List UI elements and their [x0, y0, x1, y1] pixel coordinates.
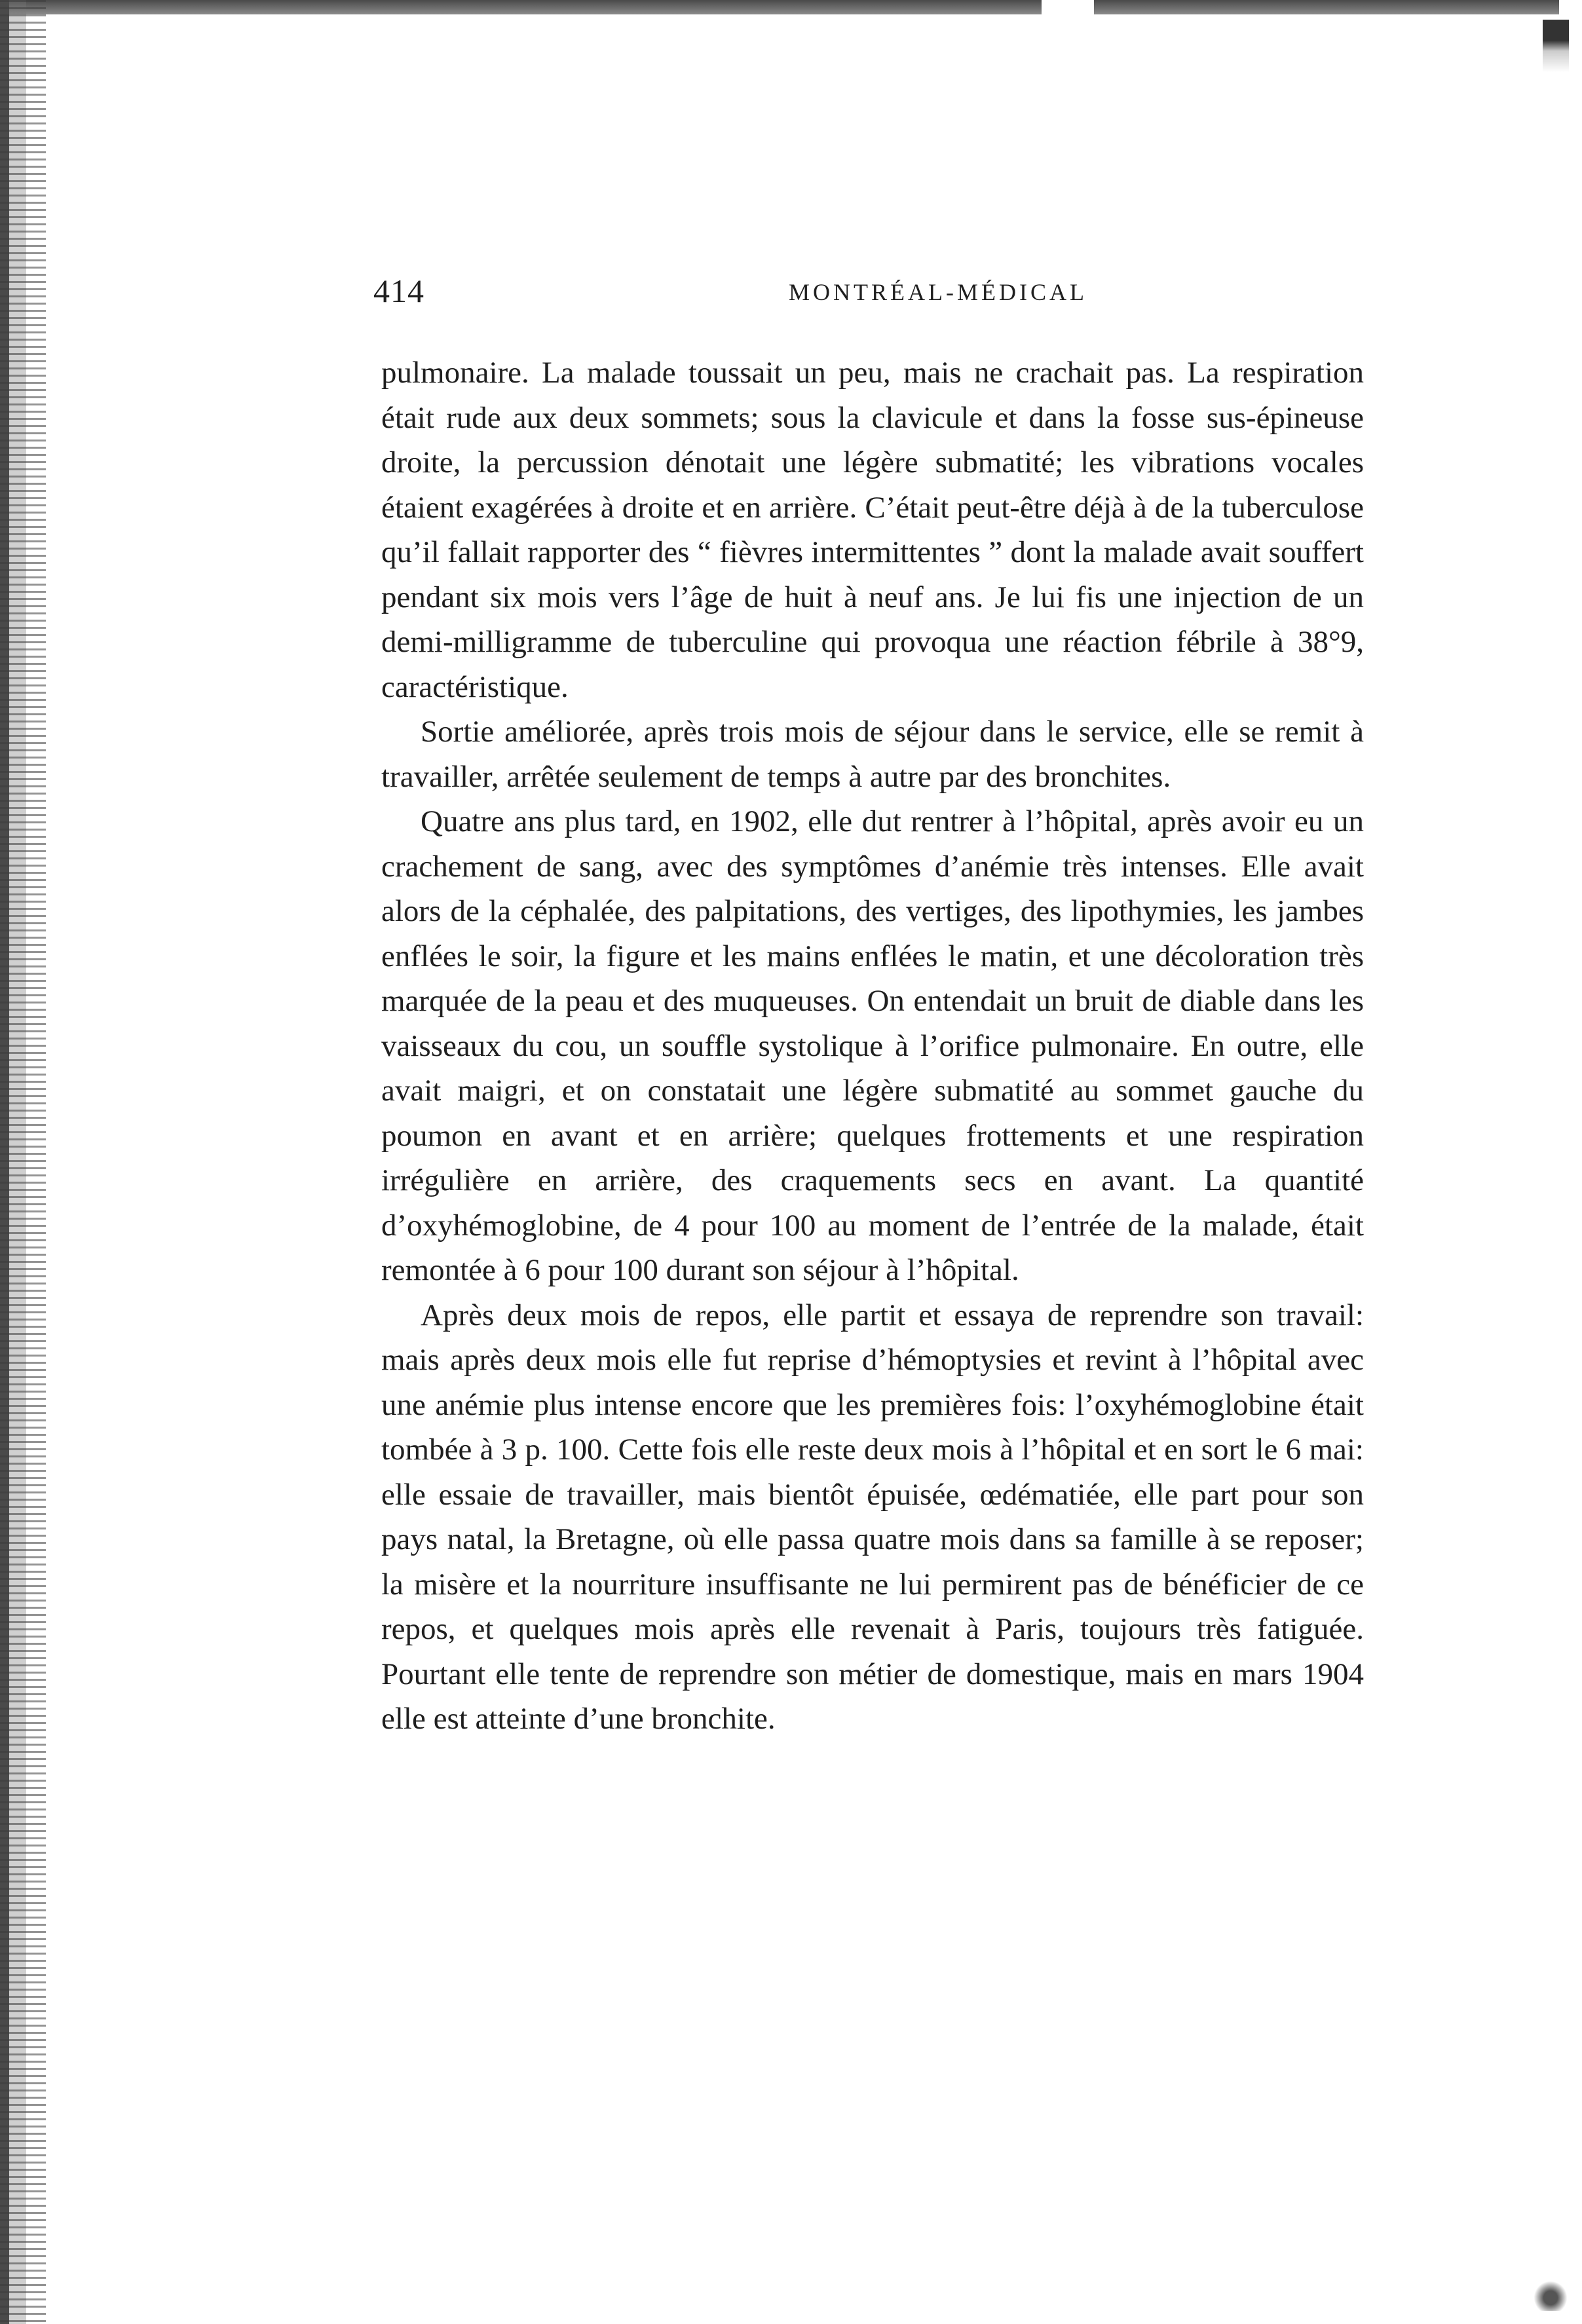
scan-corner-mark [1543, 20, 1569, 72]
paragraph: Après deux mois de repos, elle partit et essaya de reprendre son travail: mais après deux mois elle fut reprise d’hémoptysies et revint à l’hôpital avec une anémie plus intense encore que les premières fois: l’oxyhémoglobine était tombée à 3 p. 100. Cette fois elle reste deux mois à l’hôpital et en sort le 6 mai: elle essaie de travailler, mais bientôt épuisée, œdématiée, elle part pour son pays natal, la Bretagne, où elle passa quatre mois dans sa famille à se reposer; la misère et la nourriture insuffisante ne lui permirent pas de bénéficier de ce repos, et quelques mois après elle revenait à Paris, toujours très fatiguée. Pourtant elle tente de reprendre son métier de domestique, mais en mars 1904 elle est atteinte d’une bronchite. [381, 1298, 1364, 1736]
book-page [373, 272, 1364, 1742]
scan-corner-mark-bottom [1531, 2278, 1570, 2311]
page-number: 414 [373, 272, 424, 309]
scan-top-border [0, 0, 1559, 14]
body-text [381, 350, 1364, 1742]
running-head [373, 272, 1364, 324]
paragraph: Quatre ans plus tard, en 1902, elle dut rentrer à l’hôpital, après avoir eu un crachement de sang, avec des symptômes d’anémie très intenses. Elle avait alors de la céphalée, des palpitations, des vertiges, des lipothymies, les jambes enflées le soir, la figure et les mains enflées le matin, et une décoloration très marquée de la peau et des muqueuses. On entendait un bruit de diable dans les vaisseaux du cou, un souffle systolique à l’orifice pulmonaire. En outre, elle avait maigri, et on constatait une légère submatité au sommet gauche du poumon en avant et en arrière; quelques frottements et une respiration irrégulière en arrière, des craquements secs en avant. La quantité d’oxyhémoglobine, de 4 pour 100 au moment de l’entrée de la malade, était remontée à 6 pour 100 durant son séjour à l’hôpital. [381, 804, 1364, 1287]
scan-border-gap [1042, 0, 1094, 14]
scan-left-edge [0, 0, 46, 2324]
running-title: MONTRÉAL-MÉDICAL [789, 279, 1087, 305]
paragraph: pulmonaire. La malade toussait un peu, mais ne crachait pas. La respiration était rude aux deux sommets; sous la clavicule et dans la fosse sus-épineuse droite, la percussion dénotait une légère submatité; les vibrations vocales étaient exagérées à droite et en arrière. C’était peut-être déjà à de la tuberculose qu’il fallait rapporter des “ fièvres intermittentes ” dont la malade avait souffert pendant six mois vers l’âge de huit à neuf ans. Je lui fis une injection de un demi-milligramme de tuberculine qui provoqua une réaction fébrile à 38°9, caractéristique. [381, 356, 1364, 704]
paragraph: Sortie améliorée, après trois mois de séjour dans le service, elle se remit à travailler, arrêtée seulement de temps à autre par des bronchites. [381, 715, 1364, 794]
